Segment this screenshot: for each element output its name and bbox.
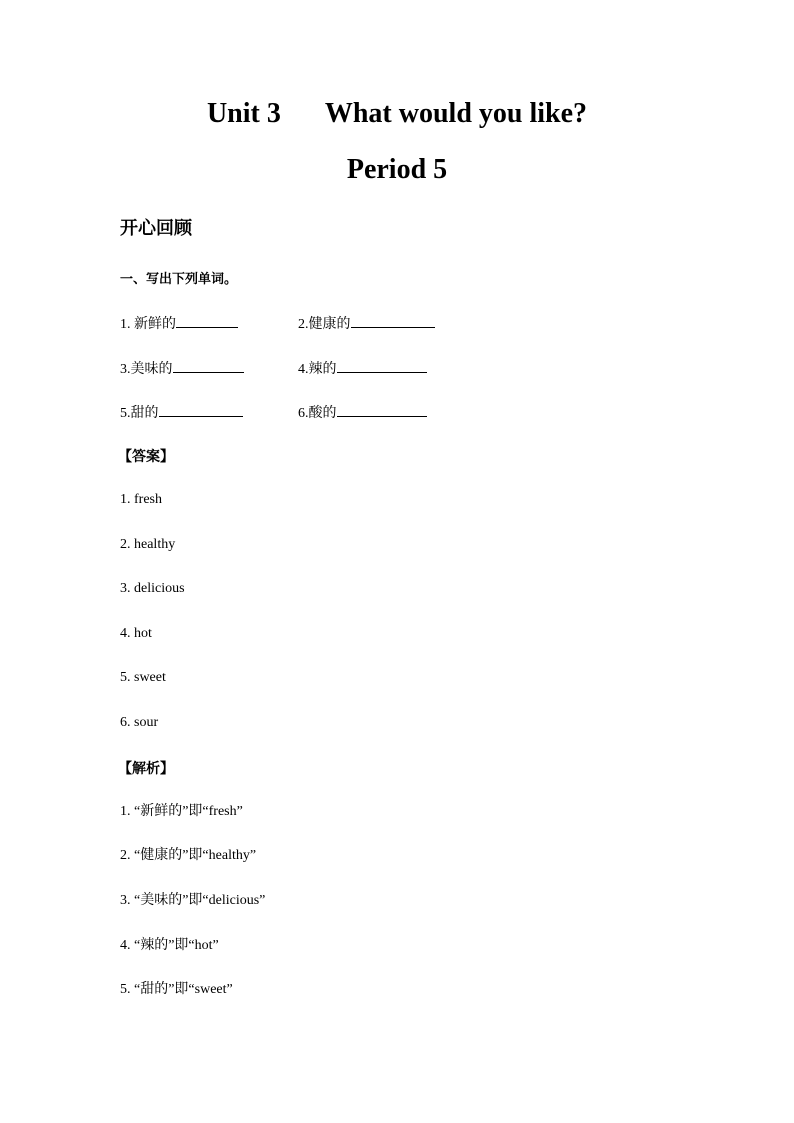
- answer-line: 3. delicious: [120, 581, 185, 596]
- exercise-item: 6.酸的: [298, 402, 427, 423]
- answer-blank[interactable]: [337, 402, 427, 417]
- exercise-item: 2.健康的: [298, 313, 435, 334]
- exercise-item: 4.辣的: [298, 358, 427, 379]
- answer-line: 4. hot: [120, 626, 152, 641]
- section-heading: 开心回顾: [120, 218, 192, 239]
- exercise-item: 1. 新鲜的: [120, 313, 238, 334]
- answer-line: 2. healthy: [120, 537, 176, 552]
- analysis-line: 4. “辣的”即“hot”: [120, 938, 219, 953]
- exercise-heading: 一、写出下列单词。: [120, 272, 238, 287]
- document-subtitle: Period 5: [346, 154, 448, 185]
- analysis-line: 1. “新鲜的”即“fresh”: [120, 804, 243, 819]
- answer-line: 5. sweet: [120, 670, 166, 685]
- document-title: [0, 98, 794, 130]
- answer-blank[interactable]: [337, 358, 427, 373]
- exercise-item: 3.美味的: [120, 358, 244, 379]
- exercise-item: 5.甜的: [120, 402, 243, 423]
- analysis-line: 2. “健康的”即“healthy”: [120, 848, 257, 863]
- answer-blank[interactable]: [351, 313, 435, 328]
- answer-heading: 【答案】: [118, 449, 174, 465]
- title-unit: Unit 3: [206, 98, 281, 129]
- analysis-line: 3. “美味的”即“delicious”: [120, 893, 266, 908]
- answer-blank[interactable]: [176, 313, 238, 328]
- analysis-heading: 【解析】: [118, 761, 174, 777]
- title-question: What would you like?: [324, 98, 588, 129]
- analysis-line: 5. “甜的”即“sweet”: [120, 982, 233, 997]
- answer-line: 6. sour: [120, 715, 159, 730]
- answer-blank[interactable]: [173, 358, 244, 373]
- answer-line: 1. fresh: [120, 492, 162, 507]
- answer-blank[interactable]: [159, 402, 243, 417]
